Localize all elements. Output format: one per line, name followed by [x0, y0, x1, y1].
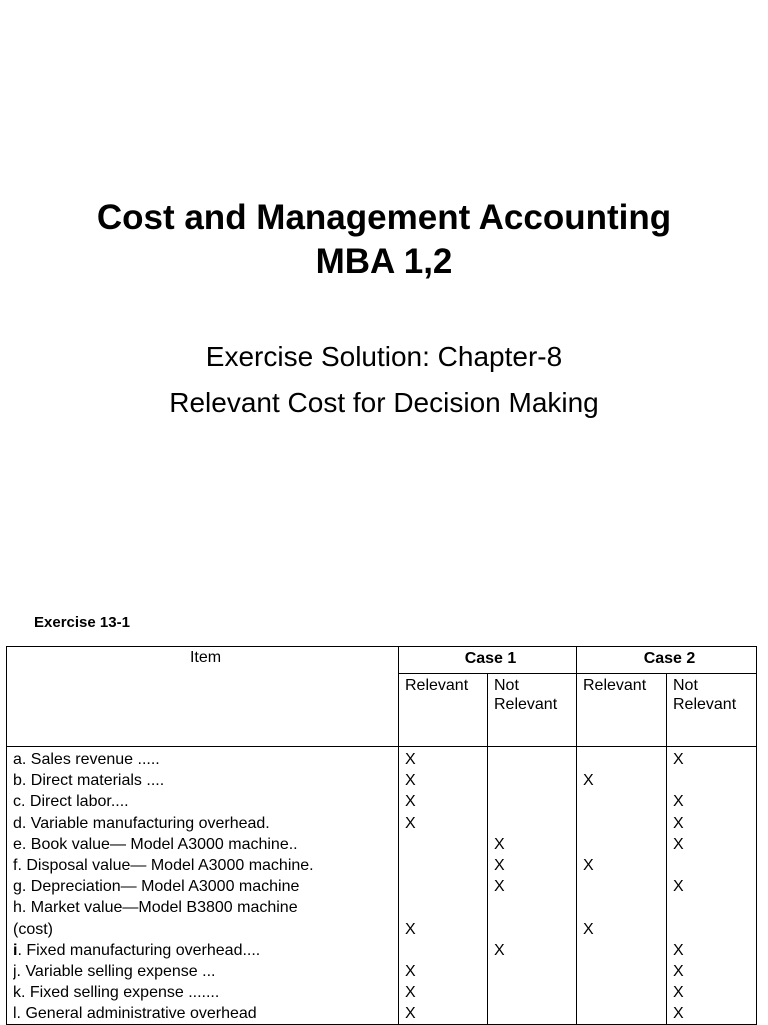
case2-relevant-column [577, 747, 667, 1025]
table-row-mark [494, 919, 576, 940]
table-row-item: d. Variable manufacturing overhead. [13, 814, 270, 832]
item-prefix: i [13, 941, 18, 959]
header-row-cases [7, 647, 757, 674]
table-row-mark: X [673, 984, 684, 1002]
case1-not-relevant-column [488, 747, 577, 1025]
table-row-mark: X [673, 1005, 684, 1023]
subtitle-line-1: Exercise Solution: Chapter-8 [205, 341, 563, 372]
table-row-item: e. Book value— Model A3000 machine.. [13, 835, 298, 853]
table-row-item: b. Direct materials .... [13, 772, 165, 790]
case2-not-relevant-column [667, 747, 757, 1025]
table-row-mark: X [405, 920, 416, 938]
table-row-item: c. Direct labor.... [13, 793, 129, 811]
case1-relevant-column [399, 747, 488, 1025]
case2-relevant-header: Relevant [577, 674, 667, 747]
table-row-mark: X [673, 941, 684, 959]
table-row-item: f. Disposal value— Model A3000 machine. [13, 856, 314, 874]
table-row-mark: X [494, 941, 505, 959]
table-row-mark: X [673, 835, 684, 853]
table-row-mark: X [494, 856, 505, 874]
table-row-mark [583, 940, 666, 961]
exercise-label: Exercise 13-1 [34, 614, 130, 631]
case1-relevant-header: Relevant [399, 674, 488, 747]
table-row-mark: X [583, 856, 594, 874]
table-row-mark [583, 897, 666, 918]
table-row-mark: X [673, 751, 684, 768]
table-row-mark: X [405, 793, 416, 811]
table-row-mark [494, 770, 576, 791]
table-row-mark [405, 940, 487, 961]
case1-not-relevant-header: Not Relevant [488, 674, 577, 747]
table-row-mark: X [405, 1005, 416, 1023]
table-row-mark [405, 897, 487, 918]
table-row-mark: X [673, 962, 684, 980]
table-row-item: g. Depreciation— Model A3000 machine [13, 878, 300, 896]
table-row-mark [405, 834, 487, 855]
table-row-mark: X [494, 835, 505, 853]
table-body-row [7, 747, 757, 1025]
title-line-1: Cost and Management Accounting [96, 198, 672, 237]
table-row-mark [405, 855, 487, 876]
table-row-mark [494, 749, 576, 770]
table-row-item: k. Fixed selling expense ....... [13, 984, 220, 1002]
title-line-2: MBA 1,2 [315, 242, 453, 281]
table-row-mark [673, 855, 756, 876]
table-row-mark: X [405, 751, 416, 768]
table-row-mark [583, 749, 666, 770]
table-row-mark [494, 813, 576, 834]
table-row-mark: X [673, 878, 684, 896]
table-row-item: l. General administrative overhead [13, 1005, 257, 1023]
page-title [0, 196, 768, 284]
table-row-mark [494, 1003, 576, 1024]
table-row-mark [494, 897, 576, 918]
item-header: Item [7, 647, 399, 747]
table-row-item [13, 940, 398, 961]
table-row-mark [494, 961, 576, 982]
table-row-mark: X [583, 772, 594, 790]
table-row-mark [494, 791, 576, 812]
relevance-table [6, 646, 757, 1025]
table-row-mark [673, 919, 756, 940]
table-row-mark: X [583, 920, 594, 938]
table-row-mark [673, 897, 756, 918]
table-row-mark: X [673, 814, 684, 832]
table-row-mark [583, 961, 666, 982]
table-row-mark [583, 876, 666, 897]
table-row-mark: X [494, 878, 505, 896]
table-row-item: a. Sales revenue ..... [13, 751, 160, 768]
case2-header: Case 2 [577, 647, 757, 674]
item-column [7, 747, 399, 1025]
table-row-mark [583, 791, 666, 812]
table-row-mark [583, 1003, 666, 1024]
table-row-mark: X [405, 814, 416, 832]
table-row-mark [673, 770, 756, 791]
table-row-mark: X [405, 962, 416, 980]
table-row-mark [583, 813, 666, 834]
item-text: . Fixed manufacturing overhead.... [17, 941, 261, 959]
table-row-item: (cost) [13, 920, 53, 938]
page-subtitle [0, 334, 768, 426]
case2-not-relevant-header: Not Relevant [667, 674, 757, 747]
table-row-mark: X [405, 984, 416, 1002]
table-row-mark [583, 982, 666, 1003]
table-row-mark: X [673, 793, 684, 811]
table-row-mark [405, 876, 487, 897]
table-row-item: h. Market value—Model B3800 machine [13, 899, 298, 917]
table-row-mark [494, 982, 576, 1003]
table-row-mark: X [405, 772, 416, 790]
table-row-mark [583, 834, 666, 855]
subtitle-line-2: Relevant Cost for Decision Making [169, 387, 599, 418]
table-row-item: j. Variable selling expense ... [13, 962, 216, 980]
case1-header: Case 1 [399, 647, 577, 674]
